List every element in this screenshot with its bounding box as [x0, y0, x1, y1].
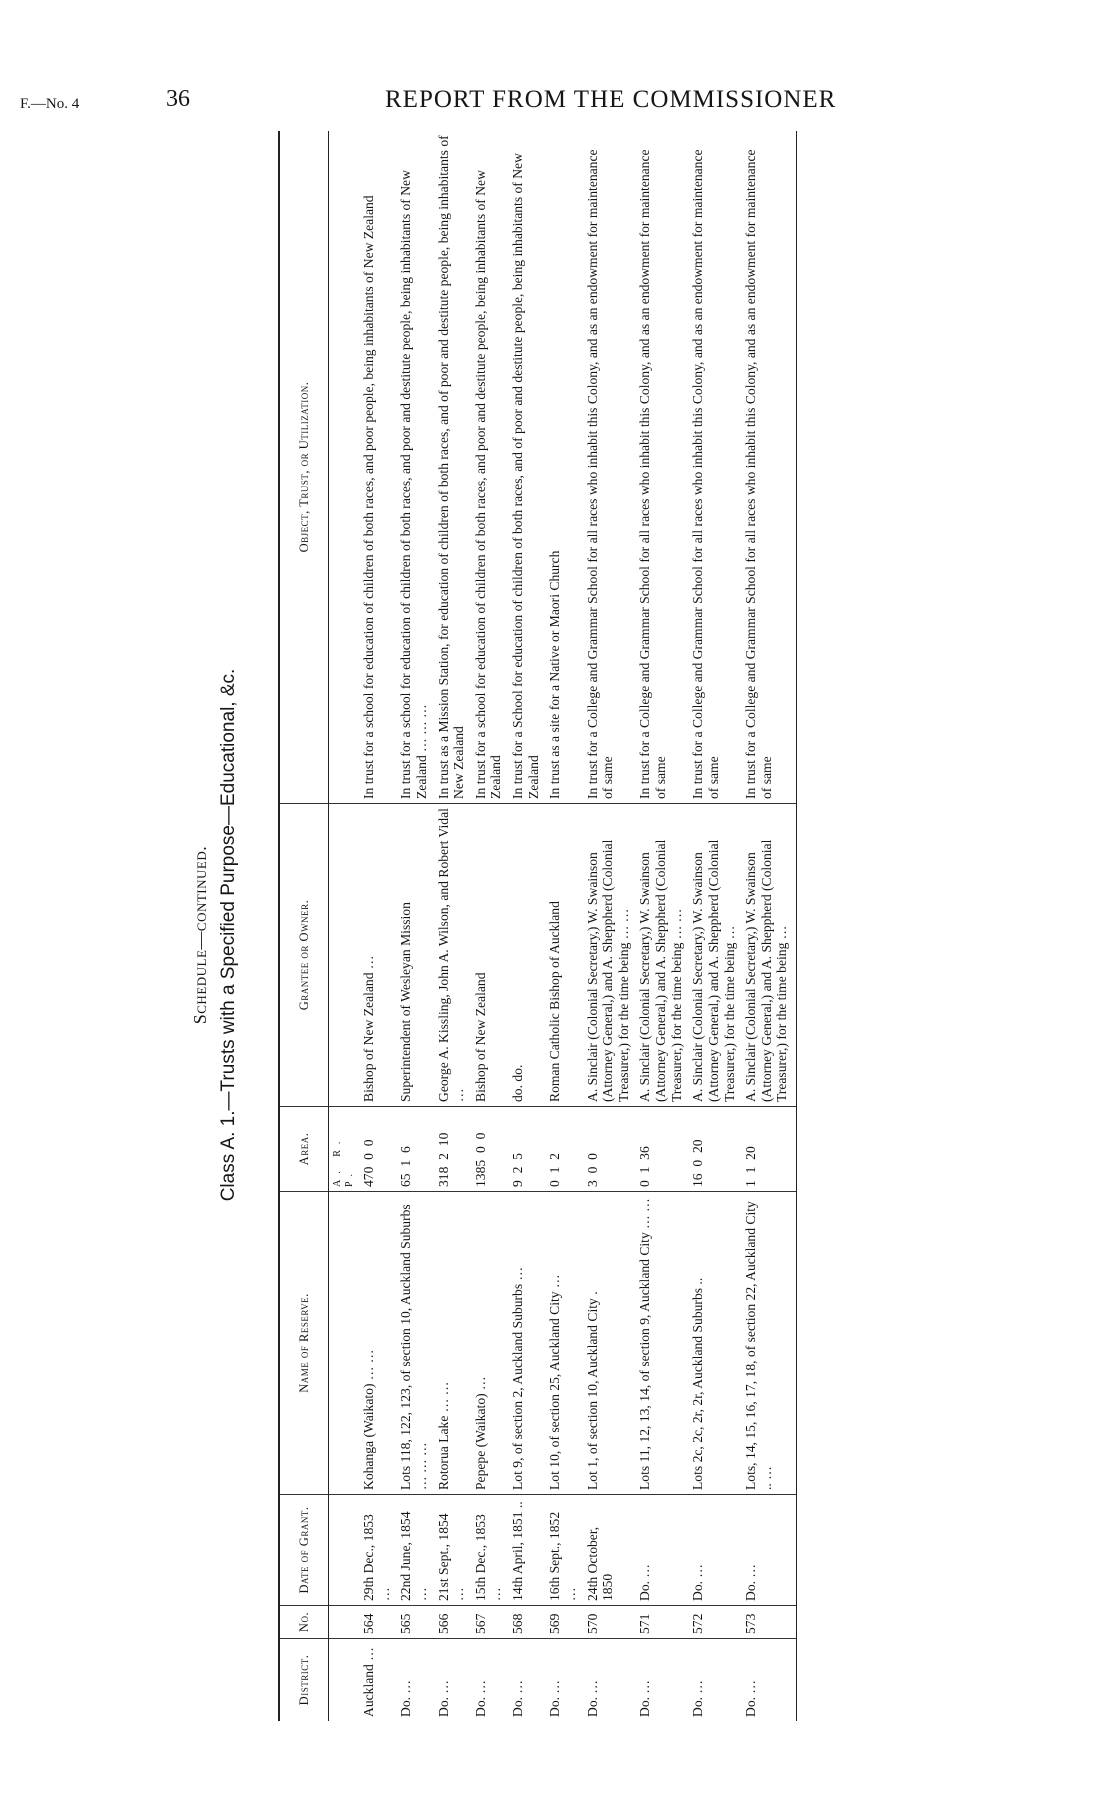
cell-no: 569	[541, 1606, 578, 1639]
cell-district: Do. …	[637, 1679, 653, 1717]
area-units: A. R. P.	[329, 1107, 356, 1192]
cell-name: Lot 9, of section 2, Auckland Suburbs …	[504, 1192, 541, 1495]
cell-area: 1 1 20	[737, 1107, 796, 1192]
cell-grantee: Roman Catholic Bishop of Auckland	[541, 804, 578, 1107]
cell-name: Lots, 14, 15, 16, 17, 18, of section 22, Auckland City .. …	[737, 1192, 796, 1495]
cell-area: 0 1 2	[541, 1107, 578, 1192]
cell-grantee: A. Sinclair (Colonial Secretary,) W. Swainson (Attorney General,) and A. Sheppherd (Colonial Treasurer,) for the time being … …	[579, 804, 632, 1107]
cell-date: 14th April, 1851 ..	[504, 1495, 541, 1606]
cell-grantee: A. Sinclair (Colonial Secretary,) W. Swainson (Attorney General,) and A. Sheppherd (Colonial Treasurer,) for the time being …	[684, 804, 737, 1107]
cell-name: Pepepe (Waikato) …	[467, 1192, 504, 1495]
cell-area: 9 2 5	[504, 1107, 541, 1192]
cell-name: Lots 118, 122, 123, of section 10, Auckland Suburbs … … …	[392, 1192, 429, 1495]
cell-name: Lots 11, 12, 13, 14, of section 9, Auckland City … …	[631, 1192, 684, 1495]
cell-grantee: Bishop of New Zealand	[467, 804, 504, 1107]
rotated-schedule	[170, 135, 1050, 1735]
table-row	[684, 131, 737, 1721]
cell-object: In trust for a School for education of children of both races, and of poor and destitute people, being inhabitants of New Zealand	[504, 131, 541, 804]
cell-object: In trust for a College and Grammar School for all races who inhabit this Colony, and as an endowment for maintenance of same	[579, 131, 632, 804]
col-object: Object, Trust, or Utilization.	[279, 131, 329, 804]
table-row	[355, 131, 392, 1721]
cell-district: Auckland …	[361, 1647, 376, 1717]
cell-district: Do. …	[398, 1679, 414, 1717]
table-row	[392, 131, 429, 1721]
cell-grantee: A. Sinclair (Colonial Secretary,) W. Swainson (Attorney General,) and A. Sheppherd (Colonial Treasurer,) for the time being …	[737, 804, 796, 1107]
table-row	[737, 131, 796, 1721]
cell-date: 24th October, 1850	[579, 1495, 632, 1606]
cell-no: 570	[579, 1606, 632, 1639]
cell-no: 573	[737, 1606, 796, 1639]
cell-object: In trust as a site for a Native or Maori Church	[541, 131, 578, 804]
cell-no: 568	[504, 1606, 541, 1639]
cell-date: 15th Dec., 1853 …	[467, 1495, 504, 1606]
table-row	[430, 131, 467, 1721]
col-grantee: Grantee or Owner.	[279, 804, 329, 1107]
cell-name: Lots 2c, 2c, 2r, 2r, Auckland Suburbs ..	[684, 1192, 737, 1495]
cell-date: Do. …	[631, 1495, 684, 1606]
cell-no: 565	[392, 1606, 429, 1639]
col-name: Name of Reserve.	[279, 1192, 329, 1495]
cell-object: In trust for a College and Grammar School for all races who inhabit this Colony, and as an endowment for maintenance of same	[684, 131, 737, 804]
cell-object: In trust for a school for education of children of both races, and poor people, being inhabitants of New Zealand	[355, 131, 392, 804]
cell-no: 566	[430, 1606, 467, 1639]
cell-grantee: A. Sinclair (Colonial Secretary,) W. Swainson (Attorney General,) and A. Sheppherd (Colonial Treasurer,) for the time being … …	[631, 804, 684, 1107]
table-row	[467, 131, 504, 1721]
cell-grantee: Superintendent of Wesleyan Mission	[392, 804, 429, 1107]
page-reference: F.—No. 4	[20, 96, 80, 112]
cell-date: 21st Sept., 1854 …	[430, 1495, 467, 1606]
class-heading: Class A. 1.—Trusts with a Specified Purpose—Educational, &c.	[218, 668, 239, 1202]
cell-object: In trust as a Mission Station, for education of children of both races, and of poor and destitute people, being inhabitants of New Zealand	[430, 131, 467, 804]
cell-area: 65 1 6	[392, 1107, 429, 1192]
col-area-label: Area.	[296, 1132, 311, 1166]
schedule-label-text: Schedule—continued.	[190, 845, 210, 1025]
cell-grantee: George A. Kissling, John A. Wilson, and Robert Vidal …	[430, 804, 467, 1107]
cell-name: Lot 1, of section 10, Auckland City .	[579, 1192, 632, 1495]
cell-date: 16th Sept., 1852 …	[541, 1495, 578, 1606]
table-row	[504, 131, 541, 1721]
table-header-row	[279, 131, 329, 1721]
cell-grantee: do. do.	[504, 804, 541, 1107]
cell-district: Do. …	[435, 1679, 451, 1717]
cell-no: 571	[631, 1606, 684, 1639]
col-date: Date of Grant.	[279, 1495, 329, 1606]
cell-district: Do. …	[584, 1679, 600, 1717]
cell-area: 16 0 20	[684, 1107, 737, 1192]
cell-district: Do. …	[737, 1639, 796, 1722]
table-row	[541, 131, 578, 1721]
schedule-label	[190, 135, 211, 1735]
cell-object: In trust for a College and Grammar School for all races who inhabit this Colony, and as an endowment for maintenance of same	[631, 131, 684, 804]
cell-no: 567	[467, 1606, 504, 1639]
reserves-table	[278, 131, 797, 1721]
cell-area: 0 1 36	[631, 1107, 684, 1192]
table-row	[631, 131, 684, 1721]
cell-grantee: Bishop of New Zealand …	[355, 804, 392, 1107]
cell-district: Do. …	[510, 1679, 525, 1717]
cell-area: 3 0 0	[579, 1107, 632, 1192]
cell-object: In trust for a school for education of children of both races, and poor and destitute people, being inhabitants of New Zealand … … …	[392, 131, 429, 804]
cell-object: In trust for a school for education of children of both races, and poor and destitute people, being inhabitants of New Zealand	[467, 131, 504, 804]
page-header-title: REPORT FROM THE COMMISSIONER	[385, 86, 837, 113]
table-body	[329, 131, 797, 1721]
cell-no: 564	[355, 1606, 392, 1639]
col-no: No.	[279, 1606, 329, 1639]
cell-area: 318 2 10	[430, 1107, 467, 1192]
cell-object: In trust for a College and Grammar School for all races who inhabit this Colony, and as an endowment for maintenance of same	[737, 131, 796, 804]
cell-name: Lot 10, of section 25, Auckland City …	[541, 1192, 578, 1495]
cell-name: Rotorua Lake … …	[430, 1192, 467, 1495]
page-number: 36	[166, 86, 190, 112]
area-units-row	[329, 131, 356, 1721]
cell-name: Kohanga (Waikato) … …	[355, 1192, 392, 1495]
cell-no: 572	[684, 1606, 737, 1639]
col-area	[279, 1107, 329, 1192]
cell-district: Do. …	[472, 1679, 488, 1717]
cell-district: Do. …	[547, 1679, 563, 1717]
cell-date: Do. …	[684, 1495, 737, 1606]
cell-area: 1385 0 0	[467, 1107, 504, 1192]
cell-district: Do. …	[690, 1679, 706, 1717]
col-district: District.	[279, 1639, 329, 1722]
cell-date: 29th Dec., 1853 …	[355, 1495, 392, 1606]
cell-area: 470 0 0	[355, 1107, 392, 1192]
cell-date: Do. …	[737, 1495, 796, 1606]
table-row	[579, 131, 632, 1721]
cell-date: 22nd June, 1854 …	[392, 1495, 429, 1606]
